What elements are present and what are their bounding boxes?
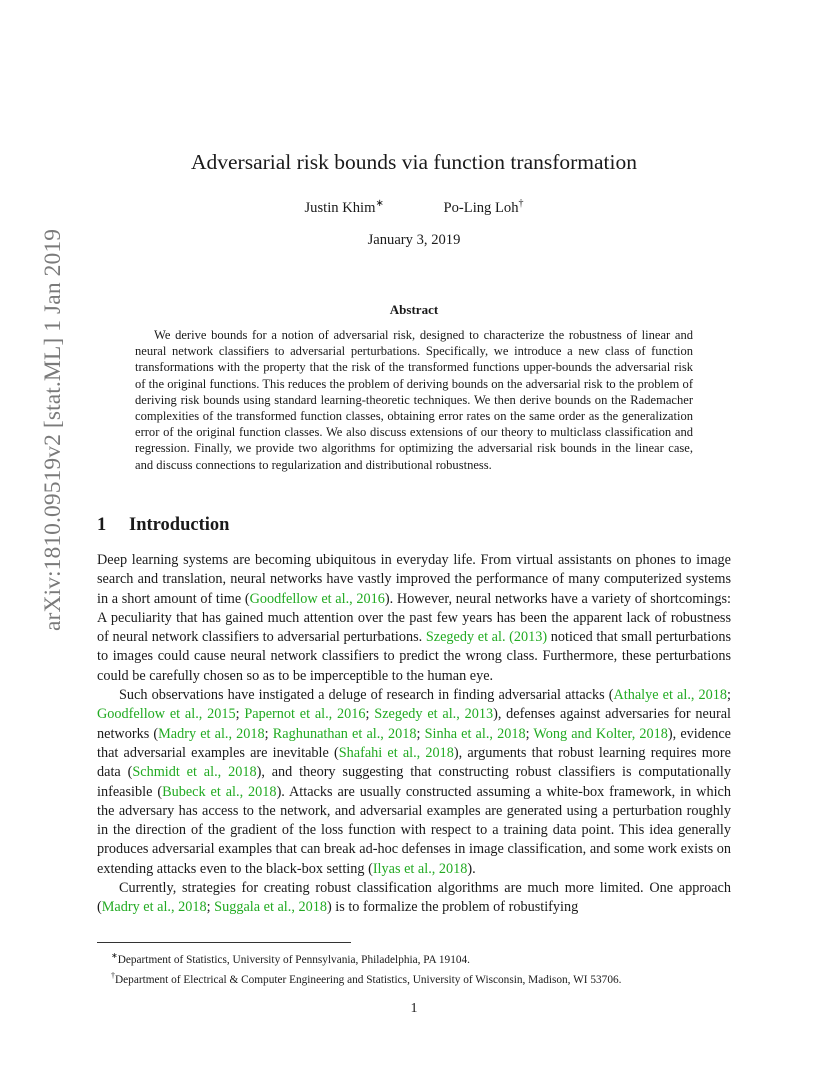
citation-link[interactable]: Goodfellow et al., 2016 [249, 590, 385, 607]
citation-link[interactable]: Wong and Kolter, 2018 [533, 725, 668, 742]
abstract-heading: Abstract [389, 302, 439, 317]
text-run: Such observations have instigated a deluge of research in finding adversarial attacks ( [119, 687, 614, 704]
paragraph-1 [97, 551, 731, 686]
author-list [97, 198, 731, 217]
author-1: Justin Khim∗ [304, 198, 384, 216]
text-run: ). However, neural networks have a variety of shortcomings: A peculiarity that has gained much attention over the past few years has been the apparent lack of robustness of neural network classifiers to adversarial perturbations. [97, 590, 731, 646]
text-run: Deep learning systems are becoming ubiquitous in everyday life. From virtual assistants on phones to image search and translation, neural networks have vastly improved the performance of many computerized systems in a short amount of time ( [97, 552, 731, 607]
text-run: ; [206, 899, 215, 916]
citation-link[interactable]: Schmidt et al., 2018 [132, 764, 257, 781]
arxiv-identifier-stamp: arXiv:1810.09519v2 [stat.ML] 1 Jan 2019 [40, 228, 66, 631]
paper-title: Adversarial risk bounds via function transformation [190, 150, 638, 174]
text-run: ; [416, 725, 425, 742]
text-run: ). Attacks are usually constructed assuming a white-box framework, in which the adversary has access to the network, and adversarial examples are generated using a perturbation roughly in the direction of the gradient of the loss function with respect to a training data point. This idea generally produces adversarial examples that can break ad-hoc defenses in image classification, and some work exists on extending attacks even to the black-box setting ( [97, 783, 731, 877]
footnotes [97, 948, 731, 988]
text-run: ), and theory suggesting that constructing robust classifiers is computationally infeasible ( [97, 764, 731, 800]
citation-link[interactable]: Athalye et al., 2018 [613, 687, 728, 704]
paragraph-2 [97, 686, 731, 879]
text-run: Currently, strategies for creating robust classification algorithms are much more limited. One approach ( [97, 880, 731, 916]
author-1-mark: ∗ [375, 198, 384, 209]
abstract-text: We derive bounds for a notion of adversarial risk, designed to characterize the robustness of linear and neural network classifiers to adversarial perturbations. Specifically, we introduce a new class of function transformations with the property that the risk of the transformed functions upper-bounds the adversarial risk of the original functions. This reduces the problem of deriving bounds on the adversarial risk to the problem of deriving risk bounds using standard learning-theoretic techniques. We then derive bounds on the Rademacher complexities of the transformed function classes, obtaining error rates on the same order as the generalization error of the original function classes. We also discuss extensions of our theory to multiclass classification and regression. Finally, we provide two algorithms for optimizing the adversarial risk bounds in the linear case, and discuss connections to regularization and distributional robustness. [135, 328, 693, 472]
text-run: ; [264, 725, 273, 742]
citation-link[interactable]: Bubeck et al., 2018 [162, 783, 277, 800]
footnote-2: †Department of Electrical & Computer Engineering and Statistics, University of Wisconsin, Madison, WI 53706. [111, 970, 622, 986]
text-run: ). [467, 860, 476, 877]
text-run: ; [235, 706, 245, 723]
citation-link[interactable]: Ilyas et al., 2018 [372, 860, 468, 877]
citation-link[interactable]: Raghunathan et al., 2018 [272, 725, 417, 742]
text-run: ; [365, 706, 375, 723]
text-run: ), evidence that adversarial examples are inevitable ( [97, 725, 731, 761]
text-run: ; [525, 725, 534, 742]
section-number: 1 [97, 515, 107, 535]
text-run: ), defenses against adversaries for neural networks ( [97, 706, 732, 742]
paper-date: January 3, 2019 [367, 232, 461, 248]
footnote-2-mark: † [111, 970, 115, 980]
citation-link[interactable]: Papernot et al., 2016 [244, 706, 366, 723]
text-run: ; [727, 687, 731, 704]
text-run: ), arguments that robust learning requires more data ( [97, 744, 732, 781]
citation-link[interactable]: Madry et al., 2018 [158, 725, 265, 742]
citation-link[interactable]: Suggala et al., 2018 [214, 899, 327, 916]
page-number: 1 [410, 1001, 418, 1016]
section-heading [97, 515, 229, 536]
body-text [97, 551, 731, 918]
text-run: noticed that small perturbations to images could cause neural network classifiers to predict the wrong class. Furthermore, these perturbations could be carefully chosen so as to be imperceptible to the human eye. [97, 629, 731, 684]
text-run: ) is to formalize the problem of robustifying [326, 899, 579, 916]
paragraph-3 [97, 879, 731, 918]
author-2-mark: † [518, 198, 524, 209]
citation-link[interactable]: Szegedy et al. (2013) [425, 629, 548, 646]
citation-link[interactable]: Goodfellow et al., 2015 [97, 706, 236, 723]
author-2: Po-Ling Loh† [443, 198, 524, 216]
citation-link[interactable]: Sinha et al., 2018 [424, 725, 526, 742]
footnote-1: ∗Department of Statistics, University of Pennsylvania, Philadelphia, PA 19104. [111, 951, 470, 966]
section-title: Introduction [129, 515, 230, 535]
citation-link[interactable]: Szegedy et al., 2013 [374, 706, 494, 723]
citation-link[interactable]: Shafahi et al., 2018 [338, 744, 454, 761]
footnote-rule [97, 942, 351, 943]
citation-link[interactable]: Madry et al., 2018 [101, 899, 207, 916]
footnote-1-mark: ∗ [111, 951, 118, 960]
